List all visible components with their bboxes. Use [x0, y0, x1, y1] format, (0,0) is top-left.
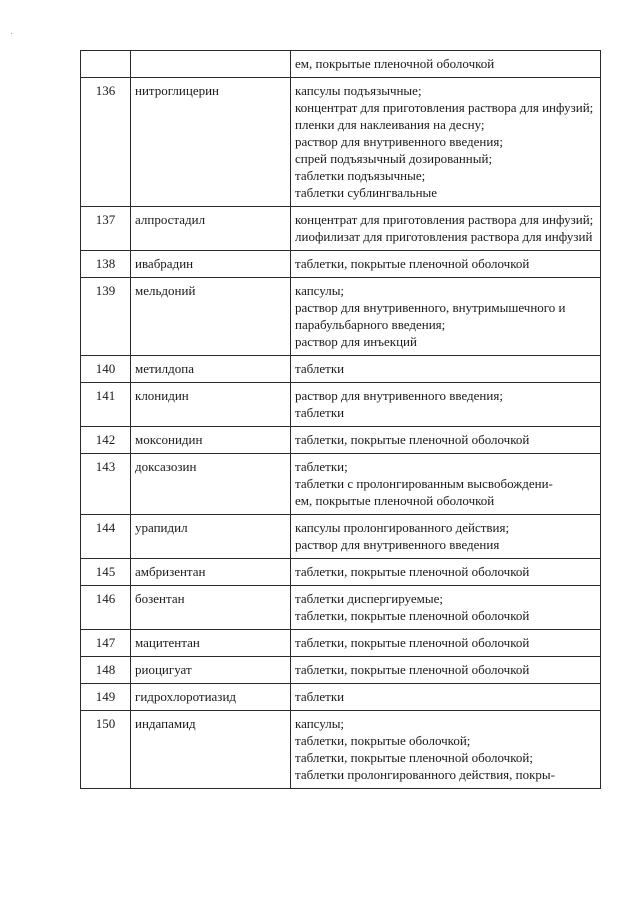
drug-name: доксазозин [131, 454, 291, 515]
dosage-forms: таблетки, покрытые пленочной оболочкой [291, 657, 601, 684]
drug-name: мацитентан [131, 630, 291, 657]
drug-name: ивабрадин [131, 251, 291, 278]
dosage-forms: таблетки [291, 356, 601, 383]
row-number: 148 [81, 657, 131, 684]
table-row [81, 78, 601, 207]
row-number: 145 [81, 559, 131, 586]
dosage-forms: раствор для внутривенного введения; таблетки [291, 383, 601, 427]
row-number: 149 [81, 684, 131, 711]
row-number: 142 [81, 427, 131, 454]
dosage-forms: ем, покрытые пленочной оболочкой [291, 51, 601, 78]
table-row [81, 356, 601, 383]
table-row [81, 559, 601, 586]
table-row [81, 515, 601, 559]
table-row [81, 427, 601, 454]
table-row [81, 586, 601, 630]
dosage-forms: таблетки, покрытые пленочной оболочкой [291, 251, 601, 278]
drug-name: урапидил [131, 515, 291, 559]
table-row [81, 51, 601, 78]
drug-name [131, 51, 291, 78]
dosage-forms: таблетки диспергируемые; таблетки, покрытые пленочной оболочкой [291, 586, 601, 630]
drug-name: мельдоний [131, 278, 291, 356]
row-number: 144 [81, 515, 131, 559]
dosage-forms: таблетки, покрытые пленочной оболочкой [291, 427, 601, 454]
table-row [81, 251, 601, 278]
drug-name: бозентан [131, 586, 291, 630]
table-row [81, 684, 601, 711]
table-row [81, 278, 601, 356]
table-row [81, 383, 601, 427]
row-number: 141 [81, 383, 131, 427]
drug-name: гидрохлоротиазид [131, 684, 291, 711]
row-number [81, 51, 131, 78]
drug-name: клонидин [131, 383, 291, 427]
drug-name: риоцигуат [131, 657, 291, 684]
drug-name: индапамид [131, 711, 291, 789]
row-number: 139 [81, 278, 131, 356]
page-mark: · [10, 28, 13, 38]
drug-table [80, 50, 601, 789]
table-row [81, 454, 601, 515]
drug-name: алпростадил [131, 207, 291, 251]
drug-table-body [81, 51, 601, 789]
row-number: 147 [81, 630, 131, 657]
row-number: 136 [81, 78, 131, 207]
dosage-forms: концентрат для приготовления раствора для инфузий; лиофилизат для приготовления раствора для инфузий [291, 207, 601, 251]
drug-name: нитроглицерин [131, 78, 291, 207]
dosage-forms: таблетки [291, 684, 601, 711]
row-number: 138 [81, 251, 131, 278]
row-number: 143 [81, 454, 131, 515]
table-row [81, 711, 601, 789]
row-number: 137 [81, 207, 131, 251]
dosage-forms: капсулы; таблетки, покрытые оболочкой; таблетки, покрытые пленочной оболочкой; таблетки пролонгированного действия, покры- [291, 711, 601, 789]
table-row [81, 207, 601, 251]
dosage-forms: таблетки; таблетки с пролонгированным высвобождени- ем, покрытые пленочной оболочкой [291, 454, 601, 515]
drug-name: амбризентан [131, 559, 291, 586]
drug-name: моксонидин [131, 427, 291, 454]
dosage-forms: капсулы пролонгированного действия; раствор для внутривенного введения [291, 515, 601, 559]
dosage-forms: таблетки, покрытые пленочной оболочкой [291, 559, 601, 586]
table-row [81, 630, 601, 657]
dosage-forms: капсулы подъязычные; концентрат для приготовления раствора для инфузий; пленки для наклеивания на десну; раствор для внутривенного введения; спрей подъязычный дозированный; таблетки подъязычные; таблетки сублингвальные [291, 78, 601, 207]
row-number: 140 [81, 356, 131, 383]
row-number: 150 [81, 711, 131, 789]
drug-name: метилдопа [131, 356, 291, 383]
table-row [81, 657, 601, 684]
row-number: 146 [81, 586, 131, 630]
dosage-forms: капсулы; раствор для внутривенного, внутримышечного и парабульбарного введения; раствор для инъекций [291, 278, 601, 356]
dosage-forms: таблетки, покрытые пленочной оболочкой [291, 630, 601, 657]
